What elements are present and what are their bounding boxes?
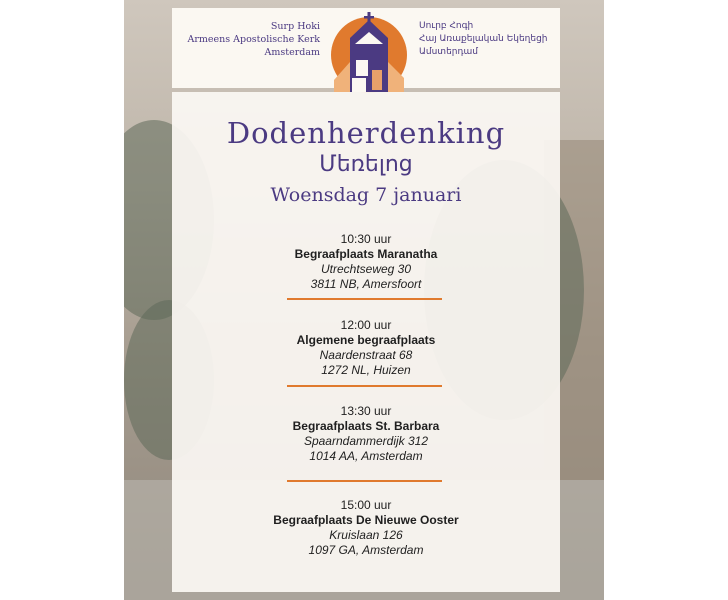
schedule-entry xyxy=(172,318,560,378)
entry-city: 1272 NL, Huizen xyxy=(321,363,411,377)
entry-street: Utrechtseweg 30 xyxy=(320,262,412,276)
entry-time: 13:30 uur xyxy=(340,404,392,418)
separator-line xyxy=(287,298,442,300)
entry-time: 15:00 uur xyxy=(340,498,392,512)
schedule-entry xyxy=(172,498,560,558)
entry-time: 10:30 uur xyxy=(340,232,392,246)
church-logo-icon xyxy=(322,10,417,95)
schedule-entry xyxy=(172,404,560,464)
header-right-line: Հայ Առաքելական Եկեղեցի xyxy=(419,34,548,44)
content-panel xyxy=(172,92,560,592)
entry-street: Kruislaan 126 xyxy=(329,528,403,542)
church-name-dutch xyxy=(172,20,320,59)
header-left-line: Amsterdam xyxy=(264,47,320,58)
entry-time: 12:00 uur xyxy=(340,318,392,332)
entry-place: Algemene begraafplaats xyxy=(296,333,436,347)
event-title-armenian: Մեռելոց xyxy=(319,152,413,177)
header-left-line: Surp Hoki xyxy=(270,21,320,32)
entry-place: Begraafplaats De Nieuwe Ooster xyxy=(273,513,459,527)
header-left-line: Armeens Apostolische Kerk xyxy=(187,34,320,45)
event-title: Dodenherdenking xyxy=(226,116,506,150)
entry-city: 1097 GA, Amsterdam xyxy=(308,543,424,557)
event-date: Woensdag 7 januari xyxy=(270,184,462,206)
separator-line xyxy=(287,385,442,387)
entry-city: 1014 AA, Amsterdam xyxy=(309,449,423,463)
separator-line xyxy=(287,480,442,482)
entry-place: Begraafplaats St. Barbara xyxy=(292,419,440,433)
church-header xyxy=(172,8,560,88)
poster xyxy=(124,0,604,600)
header-right-line: Ամստերդամ xyxy=(419,47,478,57)
entry-street: Naardenstraat 68 xyxy=(319,348,413,362)
entry-place: Begraafplaats Maranatha xyxy=(294,247,438,261)
church-name-armenian xyxy=(419,20,559,59)
schedule-entry xyxy=(172,232,560,292)
entry-street: Spaarndammerdijk 312 xyxy=(303,434,429,448)
header-right-line: Սուրբ Հոգի xyxy=(419,21,474,31)
entry-city: 3811 NB, Amersfoort xyxy=(310,277,422,291)
